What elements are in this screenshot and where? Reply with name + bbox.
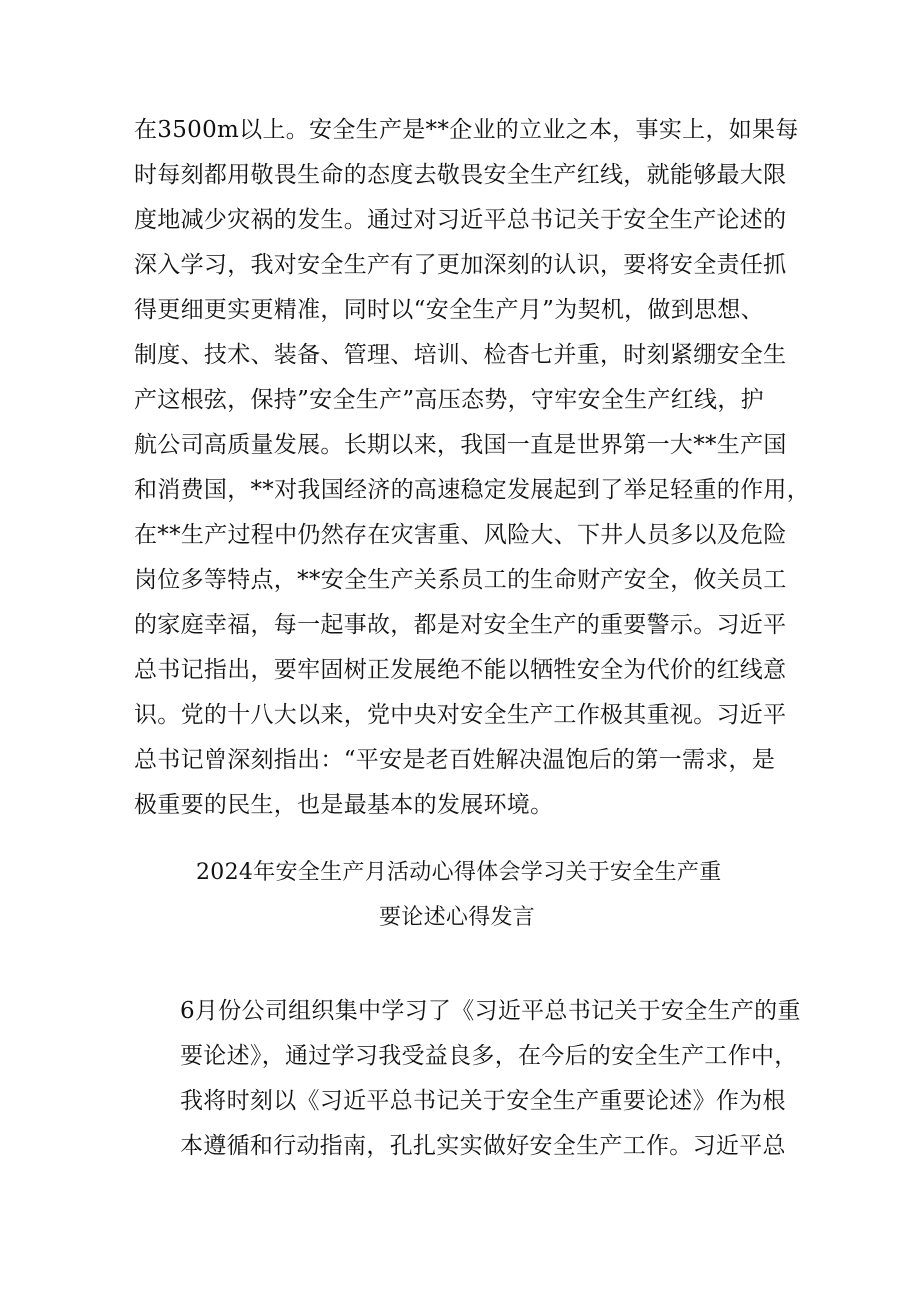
- paragraph-line: 深入学习，我对安全生产有了更加深刻的认识，要将安全责任抓: [134, 252, 787, 278]
- paragraph-line: 总书记曾深刻指出：“平安是老百姓解决温饱后的第一需求，是: [134, 747, 776, 773]
- paragraph-line: 本遵循和行动指南，孔扎实实做好安全生产工作。习近平总: [180, 1133, 786, 1159]
- paragraph-line: 的家庭幸福，每一起事故，都是对安全生产的重要警示。习近平: [134, 612, 787, 638]
- paragraph-line: 产这根弦，保持”安全生产”高压态势，守牢安全生产红线，护: [134, 387, 764, 413]
- section-title-line-1: 2024年安全生产月活动心得体会学习关于安全生产重: [196, 860, 722, 885]
- paragraph-line: 识。党的十八大以来，党中央对安全生产工作极其重视。习近平: [134, 702, 787, 728]
- paragraph-line: 在3500m以上。安全生产是**企业的立业之本，事实上，如果每: [134, 117, 799, 143]
- paragraph-line: 总书记指出，要牢固树正发展绝不能以牺牲安全为代价的红线意: [134, 657, 787, 683]
- paragraph-line: 得更细更实更精准，同时以“安全生产月”为契机，做到思想、: [134, 297, 764, 323]
- paragraph-line: 在**生产过程中仍然存在灾害重、风险大、下井人员多以及危险: [134, 522, 787, 548]
- paragraph-line: 岗位多等特点，**安全生产关系员工的生命财产安全，攸关员工: [134, 567, 787, 593]
- paragraph-line: 航公司高质量发展。长期以来，我国一直是世界第一大**生产国: [134, 432, 787, 458]
- paragraph-line: 6月份公司组织集中学习了《习近平总书记关于安全生产的重: [180, 998, 801, 1024]
- paragraph-line: 要论述》，通过学习我受益良多，在今后的安全生产工作中，: [180, 1043, 798, 1069]
- paragraph-line: 时每刻都用敬畏生命的态度去敬畏安全生产红线，就能够最大限: [134, 162, 787, 188]
- paragraph-line: 和消费国，**对我国经济的高速稳定发展起到了举足轻重的作用，: [134, 477, 810, 503]
- section-title-line-2: 要论述心得发言: [379, 905, 536, 930]
- paragraph-line: 制度、技术、装备、管理、培训、检杳七并重，时刻紧绷安全生: [134, 342, 787, 368]
- paragraph-line: 度地减少灾祸的发生。通过对习近平总书记关于安全生产论述的: [134, 207, 787, 233]
- paragraph-line: 极重要的民生，也是最基本的发展环境。: [134, 792, 554, 818]
- paragraph-line: 我将时刻以《习近平总书记关于安全生产重要论述》作为根: [180, 1088, 786, 1114]
